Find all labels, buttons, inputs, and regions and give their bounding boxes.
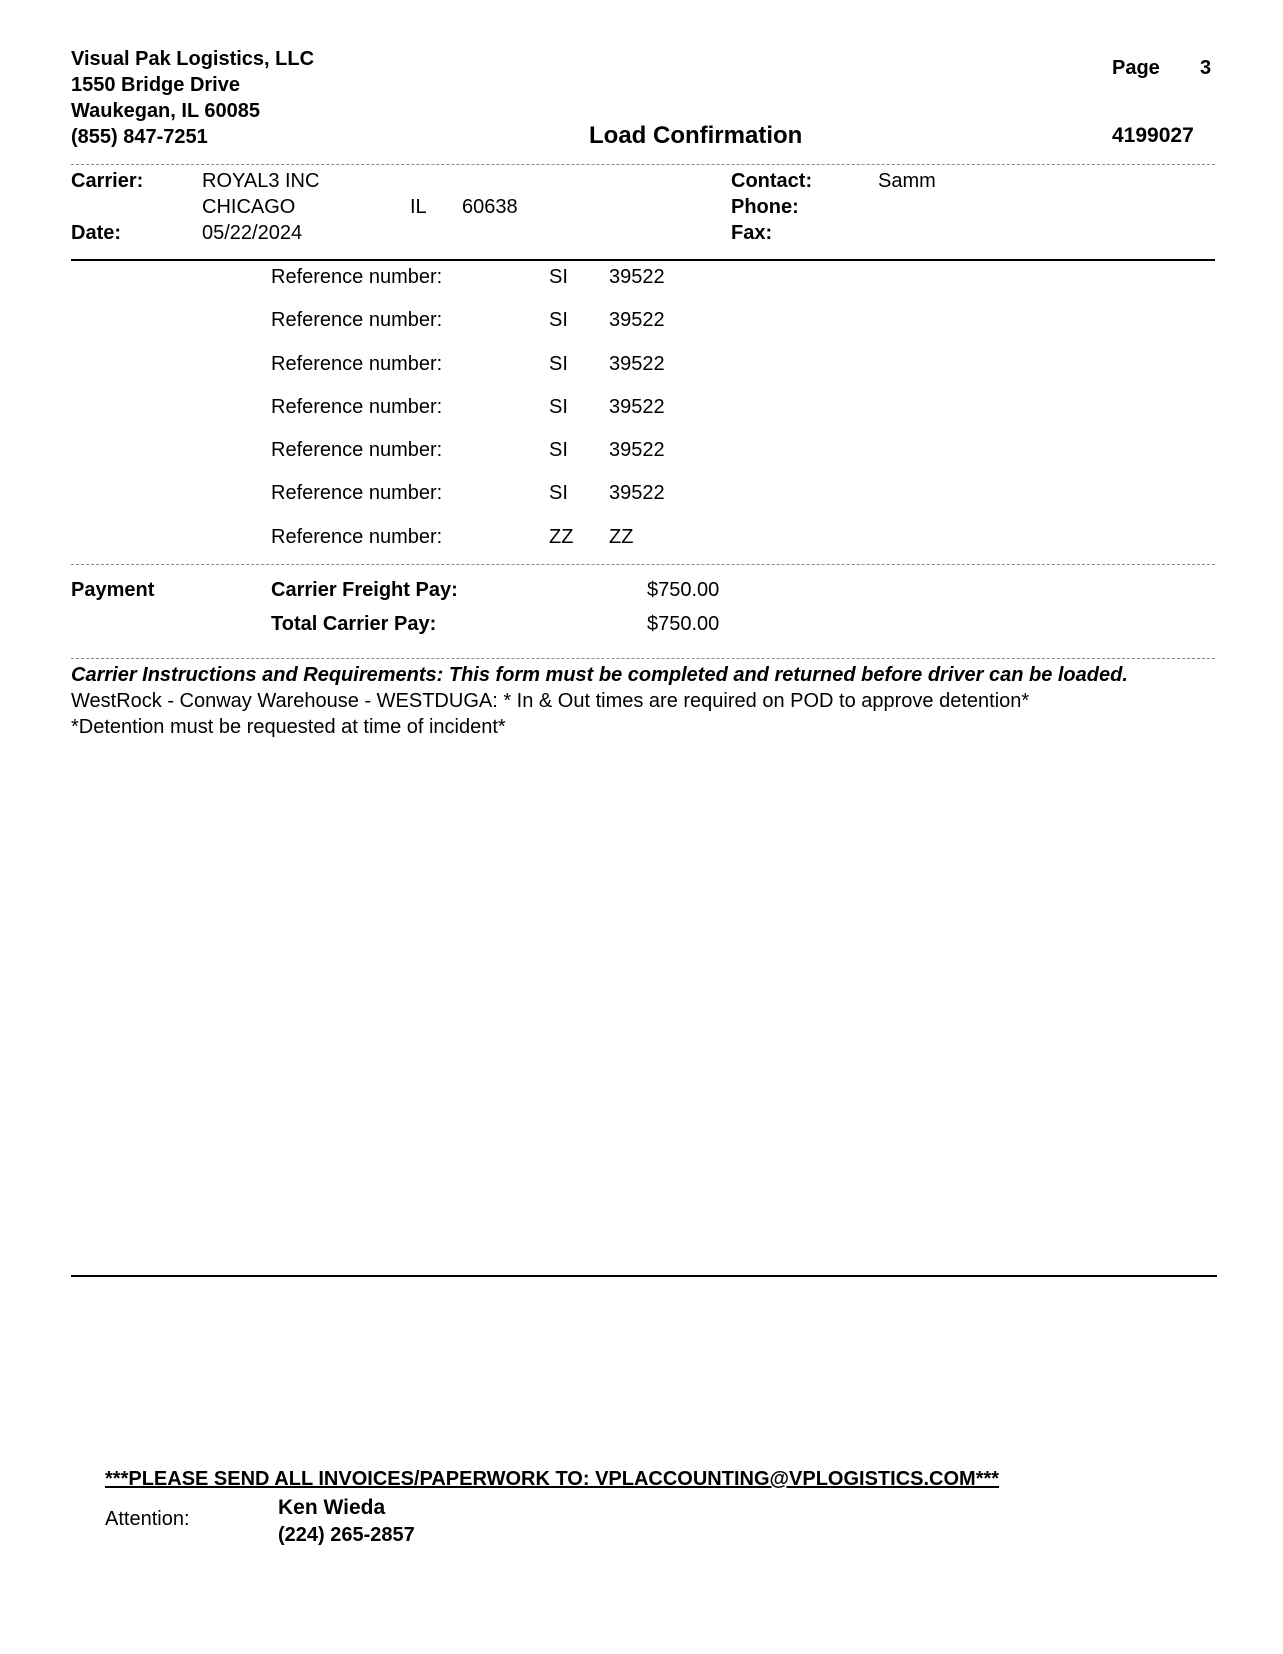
- reference-code: ZZ: [549, 526, 574, 548]
- reference-label: Reference number:: [271, 482, 443, 504]
- payment-divider: [71, 658, 1215, 659]
- carrier-name: ROYAL3 INC: [202, 170, 320, 192]
- reference-code: SI: [549, 439, 568, 461]
- reference-code: SI: [549, 266, 568, 288]
- load-number: 4199027: [1112, 124, 1194, 147]
- reference-value: 39522: [609, 482, 665, 504]
- payment-label: Payment: [71, 579, 155, 601]
- reference-code: SI: [549, 309, 568, 331]
- reference-label: Reference number:: [271, 396, 443, 418]
- attention-phone: (224) 265-2857: [278, 1524, 415, 1546]
- total-pay-label: Total Carrier Pay:: [271, 613, 437, 635]
- header-divider: [71, 164, 1215, 165]
- fax-label: Fax:: [731, 222, 773, 244]
- reference-value: 39522: [609, 396, 665, 418]
- company-name: Visual Pak Logistics, LLC: [71, 48, 315, 70]
- reference-value: 39522: [609, 309, 665, 331]
- reference-value: 39522: [609, 353, 665, 375]
- reference-label: Reference number:: [271, 439, 443, 461]
- freight-pay-label: Carrier Freight Pay:: [271, 579, 458, 601]
- attention-label: Attention:: [105, 1508, 190, 1530]
- freight-pay-value: $750.00: [647, 579, 720, 601]
- attention-name: Ken Wieda: [278, 1496, 386, 1519]
- date-label: Date:: [71, 222, 122, 244]
- contact-label: Contact:: [731, 170, 813, 192]
- instructions-line-2: *Detention must be requested at time of incident*: [71, 716, 506, 738]
- phone-label: Phone:: [731, 196, 799, 218]
- company-phone: (855) 847-7251: [71, 126, 208, 148]
- reference-label: Reference number:: [271, 353, 443, 375]
- reference-value: 39522: [609, 439, 665, 461]
- reference-code: SI: [549, 396, 568, 418]
- page-number: 3: [1200, 57, 1212, 79]
- carrier-instructions: [71, 662, 1231, 740]
- total-pay-value: $750.00: [647, 613, 720, 635]
- carrier-city: CHICAGO: [202, 196, 296, 218]
- date-value: 05/22/2024: [202, 222, 303, 244]
- page-label: Page: [1112, 57, 1160, 79]
- references-divider: [71, 564, 1215, 565]
- contact-value: Samm: [878, 170, 936, 192]
- reference-code: SI: [549, 353, 568, 375]
- instructions-heading: Carrier Instructions and Requirements: This form must be completed and returned before driver can be loaded.: [71, 664, 1128, 686]
- reference-label: Reference number:: [271, 526, 443, 548]
- reference-value: ZZ: [609, 526, 634, 548]
- company-city-state-zip: Waukegan, IL 60085: [71, 100, 260, 122]
- company-address: 1550 Bridge Drive: [71, 74, 240, 96]
- reference-value: 39522: [609, 266, 665, 288]
- document-title: Load Confirmation: [589, 122, 803, 149]
- carrier-label: Carrier:: [71, 170, 144, 192]
- reference-label: Reference number:: [271, 266, 443, 288]
- instructions-line-1: WestRock - Conway Warehouse - WESTDUGA: * In & Out times are required on POD to approve detention*: [71, 690, 1030, 712]
- reference-label: Reference number:: [271, 309, 443, 331]
- reference-code: SI: [549, 482, 568, 504]
- carrier-divider: [71, 259, 1215, 261]
- invoice-notice: ***PLEASE SEND ALL INVOICES/PAPERWORK TO: VPLACCOUNTING@VPLOGISTICS.COM***: [105, 1468, 1000, 1490]
- carrier-state: IL: [410, 196, 427, 218]
- signature-line: [71, 1275, 1217, 1277]
- carrier-zip: 60638: [462, 196, 518, 218]
